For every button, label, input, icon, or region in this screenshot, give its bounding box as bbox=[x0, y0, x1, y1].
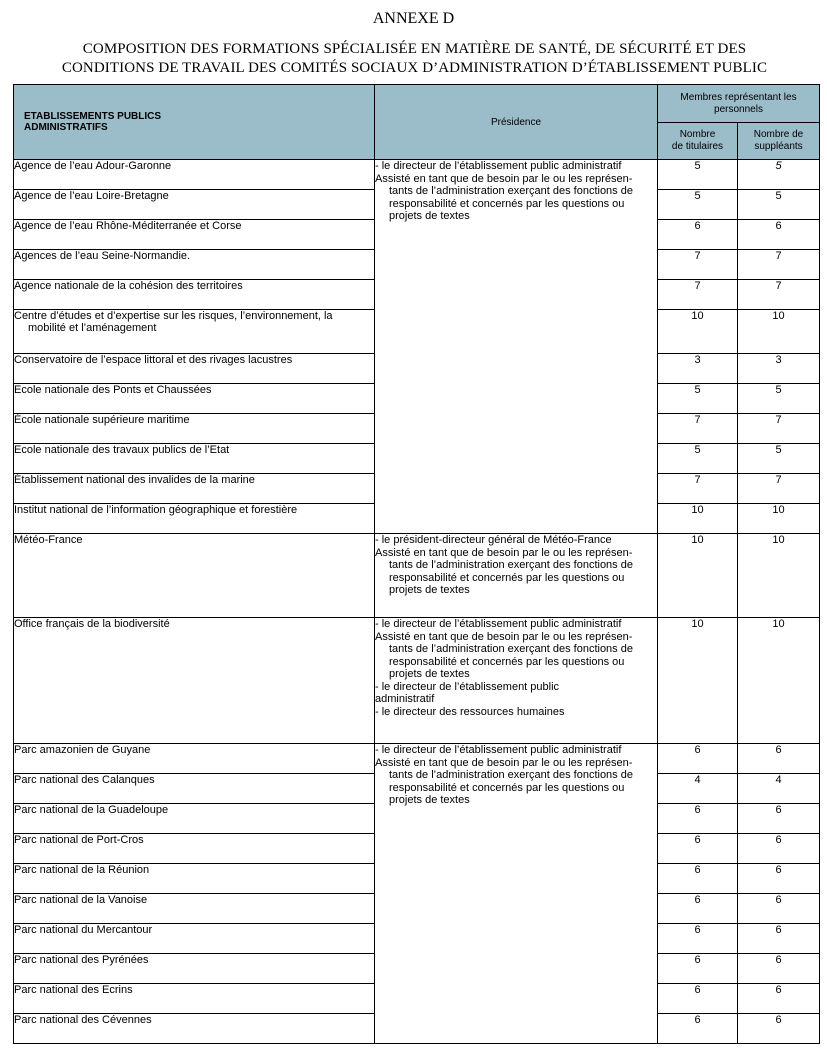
header-etab-line-2: ADMINISTRATIFS bbox=[24, 122, 108, 133]
etablissement-name: Parc national de la Guadeloupe bbox=[14, 804, 375, 834]
titulaires-value: 6 bbox=[658, 954, 738, 984]
suppleants-value: 6 bbox=[738, 834, 820, 864]
presidence-assist: responsabilité et concernés par les questions ou bbox=[389, 571, 625, 584]
titulaires-value: 6 bbox=[658, 924, 738, 954]
etablissement-name bbox=[14, 310, 375, 354]
titulaires-value: 6 bbox=[658, 864, 738, 894]
presidence-assist: responsabilité et concernés par les questions ou bbox=[389, 781, 625, 794]
presidence-assist: tants de l’administration exerçant des fonctions de bbox=[389, 185, 633, 197]
suppleants-value: 6 bbox=[738, 220, 820, 250]
suppleants-value: 10 bbox=[738, 504, 820, 534]
etablissement-name: Parc national de la Réunion bbox=[14, 864, 375, 894]
etablissement-name: Établissement national des invalides de la marine bbox=[14, 474, 375, 504]
title-line-2: CONDITIONS DE TRAVAIL DES COMITÉS SOCIAUX D’ADMINISTRATION D’ÉTABLISSEMENT PUBLIC bbox=[61, 60, 768, 76]
presidence-assist: projets de textes bbox=[389, 794, 470, 806]
suppleants-value: 10 bbox=[738, 618, 820, 744]
suppleants-value: 5 bbox=[738, 444, 820, 474]
titulaires-value: 6 bbox=[658, 744, 738, 774]
titulaires-value: 5 bbox=[658, 444, 738, 474]
titulaires-value: 5 bbox=[658, 384, 738, 414]
titulaires-value: 10 bbox=[658, 310, 738, 354]
header-suppleants bbox=[738, 123, 820, 160]
presidence-assist: responsabilité et concernés par les questions ou bbox=[389, 197, 625, 210]
suppleants-value: 10 bbox=[738, 534, 820, 618]
document-title bbox=[12, 40, 817, 78]
presidence-assist: Assisté en tant que de besoin par le ou les représen- bbox=[375, 172, 633, 185]
etablissement-name: Institut national de l’information géographique et forestière bbox=[14, 504, 375, 534]
presidence-assist: tants de l’administration exerçant des fonctions de bbox=[389, 769, 633, 781]
table-row bbox=[14, 744, 820, 774]
suppleants-value: 6 bbox=[738, 894, 820, 924]
presidence-assist: Assisté en tant que de besoin par le ou les représen- bbox=[375, 756, 633, 769]
etablissement-name: Météo-France bbox=[14, 534, 375, 618]
header-etab-line-1: ETABLISSEMENTS PUBLICS bbox=[24, 111, 162, 122]
titulaires-value: 10 bbox=[658, 504, 738, 534]
suppleants-value: 6 bbox=[738, 984, 820, 1014]
suppleants-value: 10 bbox=[738, 310, 820, 354]
suppleants-value: 3 bbox=[738, 354, 820, 384]
etablissement-name: Agences de l’eau Seine-Normandie. bbox=[14, 250, 375, 280]
suppleants-value: 4 bbox=[738, 774, 820, 804]
etablissement-name: Parc national des Calanques bbox=[14, 774, 375, 804]
titulaires-value: 7 bbox=[658, 250, 738, 280]
etablissement-name: Agence de l’eau Adour-Garonne bbox=[14, 160, 375, 190]
etablissement-name-line-1: Centre d’études et d’expertise sur les risques, l’environnement, la bbox=[14, 310, 333, 322]
presidence-cell bbox=[375, 618, 658, 744]
presidence-line: administratif bbox=[375, 693, 435, 705]
titulaires-value: 7 bbox=[658, 280, 738, 310]
presidence-assist: Assisté en tant que de besoin par le ou les représen- bbox=[375, 546, 633, 559]
header-titulaires bbox=[658, 123, 738, 160]
titulaires-value: 7 bbox=[658, 474, 738, 504]
suppleants-value: 5 bbox=[738, 160, 820, 190]
presidence-assist: Assisté en tant que de besoin par le ou les représen- bbox=[375, 630, 633, 643]
titulaires-value: 7 bbox=[658, 414, 738, 444]
etablissement-name: Ecole nationale des Ponts et Chaussées bbox=[14, 384, 375, 414]
etablissement-name: Parc national des Ecrins bbox=[14, 984, 375, 1014]
titulaires-value: 5 bbox=[658, 190, 738, 220]
etablissement-name: Parc national du Mercantour bbox=[14, 924, 375, 954]
header-sup-line-2: suppléants bbox=[754, 141, 803, 152]
composition-table bbox=[13, 84, 820, 1044]
header-members-line-1: Membres représentant les bbox=[680, 91, 797, 103]
etablissement-name: Conservatoire de l’espace littoral et des rivages lacustres bbox=[14, 354, 375, 384]
presidence-cell bbox=[375, 744, 658, 1044]
titulaires-value: 5 bbox=[658, 160, 738, 190]
presidence-line: - le directeur de l’établissement public bbox=[375, 680, 560, 693]
suppleants-value: 7 bbox=[738, 280, 820, 310]
etablissement-name: Agence nationale de la cohésion des territoires bbox=[14, 280, 375, 310]
titulaires-value: 6 bbox=[658, 804, 738, 834]
etablissement-name: Ecole nationale des travaux publics de l’Etat bbox=[14, 444, 375, 474]
etablissement-name-line-2: mobilité et l’aménagement bbox=[28, 322, 157, 334]
suppleants-value: 7 bbox=[738, 250, 820, 280]
table-row bbox=[14, 534, 820, 618]
table-row bbox=[14, 160, 820, 190]
titulaires-value: 4 bbox=[658, 774, 738, 804]
titulaires-value: 6 bbox=[658, 984, 738, 1014]
presidence-assist: projets de textes bbox=[389, 210, 470, 222]
etablissement-name: Parc national des Cévennes bbox=[14, 1014, 375, 1044]
titulaires-value: 10 bbox=[658, 534, 738, 618]
etablissement-name: École nationale supérieure maritime bbox=[14, 414, 375, 444]
titulaires-value: 3 bbox=[658, 354, 738, 384]
titulaires-value: 6 bbox=[658, 220, 738, 250]
titulaires-value: 10 bbox=[658, 618, 738, 744]
etablissement-name: Parc national des Pyrénées bbox=[14, 954, 375, 984]
presidence-assist: projets de textes bbox=[389, 668, 470, 680]
presidence-assist: responsabilité et concernés par les questions ou bbox=[389, 655, 625, 668]
suppleants-value: 5 bbox=[738, 384, 820, 414]
titulaires-value: 6 bbox=[658, 894, 738, 924]
etablissement-name: Agence de l’eau Rhône-Méditerranée et Corse bbox=[14, 220, 375, 250]
suppleants-value: 6 bbox=[738, 864, 820, 894]
suppleants-value: 7 bbox=[738, 474, 820, 504]
suppleants-value: 6 bbox=[738, 924, 820, 954]
suppleants-value: 7 bbox=[738, 414, 820, 444]
suppleants-value: 6 bbox=[738, 954, 820, 984]
etablissement-name: Parc national de Port-Cros bbox=[14, 834, 375, 864]
title-line-1: COMPOSITION DES FORMATIONS SPÉCIALISÉE EN MATIÈRE DE SANTÉ, DE SÉCURITÉ ET DES bbox=[82, 41, 747, 57]
titulaires-value: 6 bbox=[658, 834, 738, 864]
titulaires-value: 6 bbox=[658, 1014, 738, 1044]
header-membres bbox=[658, 85, 820, 123]
table-row bbox=[14, 618, 820, 744]
presidence-cell bbox=[375, 534, 658, 618]
etablissement-name: Office français de la biodiversité bbox=[14, 618, 375, 744]
header-etablissements bbox=[14, 85, 375, 160]
presidence-line: - le directeur de l’établissement public administratif bbox=[375, 160, 622, 172]
presidence-assist: tants de l’administration exerçant des fonctions de bbox=[389, 643, 633, 655]
presidence-cell bbox=[375, 160, 658, 534]
suppleants-value: 6 bbox=[738, 1014, 820, 1044]
etablissement-name: Parc national de la Vanoise bbox=[14, 894, 375, 924]
presidence-line: - le directeur de l’établissement public administratif bbox=[375, 618, 622, 630]
presidence-assist: projets de textes bbox=[389, 584, 470, 596]
suppleants-value: 5 bbox=[738, 190, 820, 220]
header-tit-line-1: Nombre bbox=[679, 129, 716, 140]
presidence-line: - le directeur des ressources humaines bbox=[375, 705, 565, 718]
suppleants-value: 6 bbox=[738, 804, 820, 834]
suppleants-value: 6 bbox=[738, 744, 820, 774]
header-members-line-2: personnels bbox=[714, 103, 763, 115]
etablissement-name: Agence de l’eau Loire-Bretagne bbox=[14, 190, 375, 220]
etablissement-name: Parc amazonien de Guyane bbox=[14, 744, 375, 774]
presidence-line: - le président-directeur général de Météo-France bbox=[375, 534, 612, 546]
header-presidence: Présidence bbox=[375, 85, 658, 160]
header-tit-line-2: de titulaires bbox=[671, 141, 724, 152]
presidence-line: - le directeur de l’établissement public administratif bbox=[375, 744, 622, 756]
annex-title: ANNEXE D bbox=[372, 10, 455, 27]
header-sup-line-1: Nombre de bbox=[753, 129, 804, 140]
presidence-assist: tants de l’administration exerçant des fonctions de bbox=[389, 559, 633, 571]
